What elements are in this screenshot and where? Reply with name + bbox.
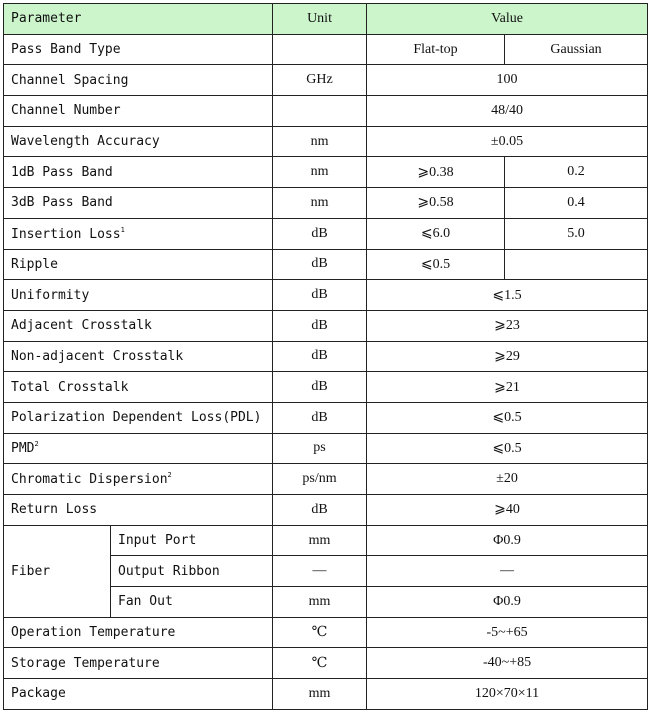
table-row	[4, 372, 648, 403]
value-cell: -5~+65	[367, 617, 648, 648]
value-cell: Flat-top	[367, 34, 505, 65]
parameter-label: Storage Temperature	[11, 655, 160, 671]
parameter-label: Ripple	[11, 256, 58, 272]
unit-cell: ps	[273, 433, 367, 464]
unit-cell	[273, 96, 367, 127]
value-cell: Gaussian	[505, 34, 648, 65]
unit-cell: ℃	[273, 648, 367, 679]
parameter-cell	[4, 157, 273, 188]
parameter-cell	[4, 96, 273, 127]
parameter-cell	[4, 464, 273, 495]
value-cell: ⩽0.5	[367, 249, 505, 280]
parameter-label: Return Loss	[11, 502, 98, 518]
parameter-cell: Input Port	[111, 525, 273, 556]
footnote-marker: 2	[34, 440, 39, 449]
table-row	[4, 679, 648, 710]
table-row	[4, 617, 648, 648]
value-cell: ⩽6.0	[367, 218, 505, 249]
value-cell: ⩽0.5	[367, 433, 648, 464]
fiber-row	[4, 525, 648, 556]
unit-cell: GHz	[273, 65, 367, 96]
parameter-cell	[4, 617, 273, 648]
parameter-cell: Output Ribbon	[111, 556, 273, 587]
table-row	[4, 218, 648, 249]
table-row	[4, 96, 648, 127]
parameter-label: Wavelength Accuracy	[11, 134, 160, 150]
parameter-label: Polarization Dependent Loss(PDL)	[11, 410, 262, 426]
value-cell: 120×70×11	[367, 679, 648, 710]
unit-cell	[273, 34, 367, 65]
value-cell: ⩾23	[367, 310, 648, 341]
header-parameter: Parameter	[4, 4, 273, 35]
parameter-label: Insertion Loss	[11, 226, 121, 242]
parameter-cell	[4, 495, 273, 526]
value-cell: ⩾40	[367, 495, 648, 526]
value-cell	[505, 249, 648, 280]
parameter-cell	[4, 249, 273, 280]
table-row	[4, 34, 648, 65]
value-cell: —	[367, 556, 648, 587]
unit-cell: dB	[273, 372, 367, 403]
parameter-cell	[4, 218, 273, 249]
unit-cell: mm	[273, 587, 367, 618]
parameter-label: Chromatic Dispersion	[11, 472, 168, 488]
parameter-label: 1dB Pass Band	[11, 164, 113, 180]
unit-cell: dB	[273, 341, 367, 372]
parameter-label: Operation Temperature	[11, 625, 176, 641]
parameter-cell	[4, 372, 273, 403]
unit-cell: ℃	[273, 617, 367, 648]
table-row	[4, 188, 648, 219]
parameter-cell	[4, 34, 273, 65]
table-row	[4, 464, 648, 495]
parameter-cell	[4, 126, 273, 157]
parameter-label: Total Crosstalk	[11, 379, 129, 395]
value-cell: Φ0.9	[367, 525, 648, 556]
value-cell: 100	[367, 65, 648, 96]
header-value: Value	[367, 4, 648, 35]
unit-cell: dB	[273, 249, 367, 280]
parameter-label: Channel Spacing	[11, 72, 129, 88]
unit-cell: dB	[273, 495, 367, 526]
unit-cell: dB	[273, 310, 367, 341]
unit-cell: ps/nm	[273, 464, 367, 495]
table-row	[4, 402, 648, 433]
parameter-label: Adjacent Crosstalk	[11, 318, 152, 334]
parameter-cell	[4, 280, 273, 311]
value-cell: ⩽1.5	[367, 280, 648, 311]
value-cell: ±20	[367, 464, 648, 495]
table-row	[4, 126, 648, 157]
parameter-label: PMD	[11, 441, 35, 457]
value-cell: Φ0.9	[367, 587, 648, 618]
unit-cell: dB	[273, 402, 367, 433]
fiber-label: Fiber	[4, 525, 111, 617]
table-row	[4, 65, 648, 96]
unit-cell: dB	[273, 218, 367, 249]
table-row	[4, 157, 648, 188]
parameter-cell	[4, 402, 273, 433]
unit-cell: nm	[273, 157, 367, 188]
unit-cell: dB	[273, 280, 367, 311]
parameter-cell	[4, 310, 273, 341]
parameter-label: Pass Band Type	[11, 42, 121, 58]
parameter-label: Package	[11, 686, 66, 702]
unit-cell: mm	[273, 679, 367, 710]
parameter-label: Channel Number	[11, 103, 121, 119]
parameter-cell: Fan Out	[111, 587, 273, 618]
table-row	[4, 280, 648, 311]
value-cell: -40~+85	[367, 648, 648, 679]
header-unit: Unit	[273, 4, 367, 35]
unit-cell: nm	[273, 126, 367, 157]
unit-cell: mm	[273, 525, 367, 556]
spec-table	[3, 3, 648, 710]
value-cell: ⩾21	[367, 372, 648, 403]
parameter-label: 3dB Pass Band	[11, 195, 113, 211]
value-cell: 5.0	[505, 218, 648, 249]
table-row	[4, 433, 648, 464]
parameter-cell	[4, 65, 273, 96]
unit-cell: nm	[273, 188, 367, 219]
value-cell: ⩾29	[367, 341, 648, 372]
value-cell: 0.2	[505, 157, 648, 188]
table-row	[4, 341, 648, 372]
value-cell: 48/40	[367, 96, 648, 127]
parameter-label: Uniformity	[11, 287, 90, 303]
table-row	[4, 310, 648, 341]
parameter-cell	[4, 679, 273, 710]
table-row	[4, 648, 648, 679]
value-cell: ±0.05	[367, 126, 648, 157]
parameter-cell	[4, 188, 273, 219]
value-cell: 0.4	[505, 188, 648, 219]
parameter-cell	[4, 341, 273, 372]
footnote-marker: 1	[120, 225, 125, 234]
footnote-marker: 2	[167, 471, 172, 480]
value-cell: ⩾0.38	[367, 157, 505, 188]
parameter-label: Non-adjacent Crosstalk	[11, 348, 184, 364]
value-cell: ⩽0.5	[367, 402, 648, 433]
parameter-cell	[4, 433, 273, 464]
value-cell: ⩾0.58	[367, 188, 505, 219]
header-row	[4, 4, 648, 35]
table-row	[4, 249, 648, 280]
unit-cell: —	[273, 556, 367, 587]
parameter-cell	[4, 648, 273, 679]
table-row	[4, 495, 648, 526]
